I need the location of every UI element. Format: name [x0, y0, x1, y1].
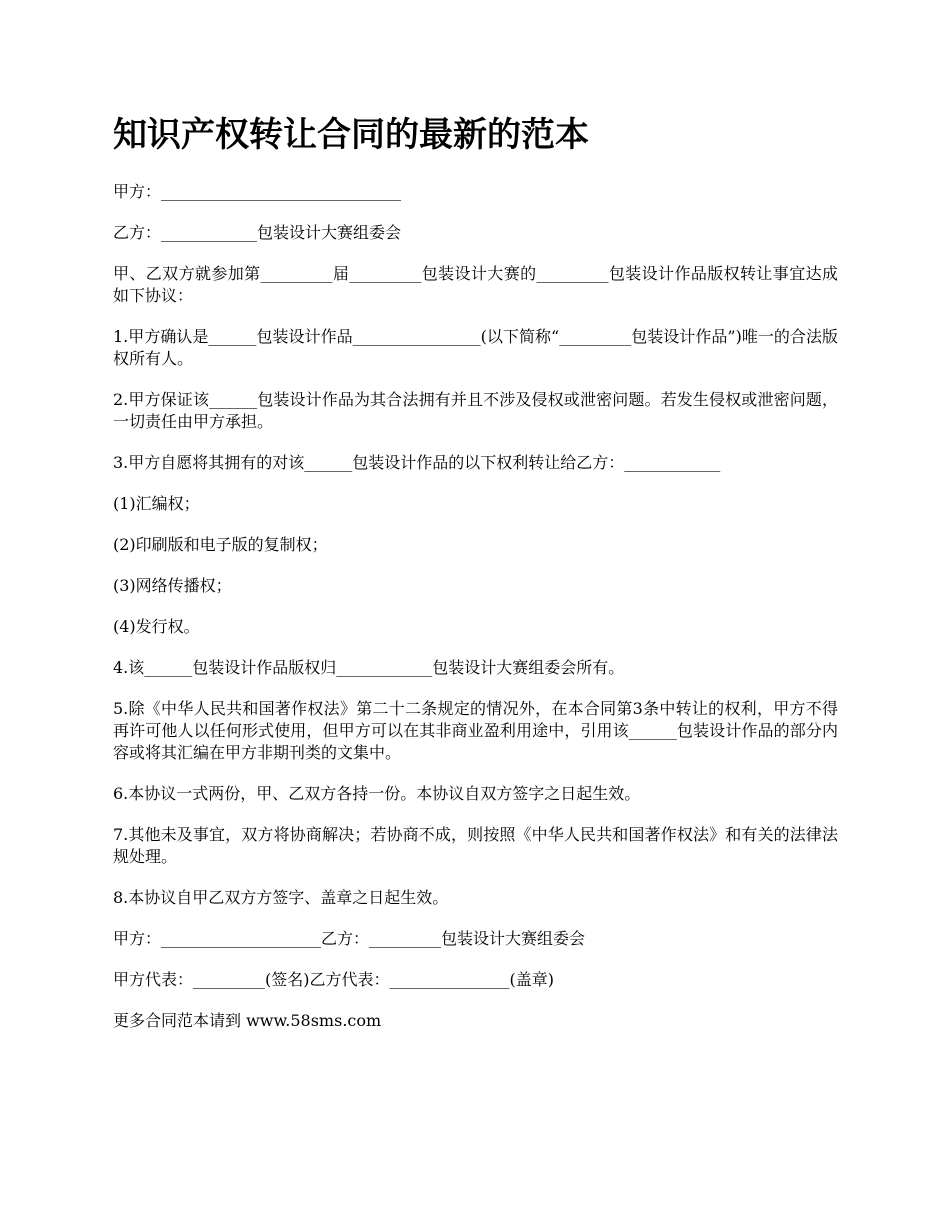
document-page [113, 110, 838, 1051]
agreement-intro: 甲、乙双方就参加第_________届_________包装设计大赛的_________包装设计作品版权转让事宜达成如下协议： [113, 264, 838, 305]
footer-link-text: 更多合同范本请到 www.58sms.com [113, 1011, 382, 1030]
right-item-1: (1)汇编权； [113, 494, 200, 513]
clause-5: 5.除《中华人民共和国著作权法》第二十二条规定的情况外，在本合同第3条中转让的权利，甲方不得再许可他人以任何形式使用，但甲方可以在其非商业盈利用途中，引用该______包装设计作品的部分内容或将其汇编在甲方非期刊类的文集中。 [113, 699, 838, 762]
clause-2: 2.甲方保证该______包装设计作品为其合法拥有并且不涉及侵权或泄密问题。若发生侵权或泄密问题，一切责任由甲方承担。 [113, 390, 838, 431]
party-b-line: 乙方：____________包装设计大赛组委会 [113, 223, 402, 242]
party-a-line: 甲方：______________________________ [113, 182, 402, 201]
clause-3: 3.甲方自愿将其拥有的对该______包装设计作品的以下权利转让给乙方：____________ [113, 453, 721, 472]
right-item-3: (3)网络传播权； [113, 576, 232, 595]
signature-representatives-line: 甲方代表：_________(签名)乙方代表：_______________(盖章) [113, 970, 554, 989]
clause-8: 8.本协议自甲乙双方方签字、盖章之日起生效。 [113, 888, 449, 907]
clause-6: 6.本协议一式两份，甲、乙双方各持一份。本协议自双方签字之日起生效。 [113, 784, 641, 803]
signature-parties-line: 甲方：____________________乙方：_________包装设计大赛组委会 [113, 929, 586, 948]
right-item-2: (2)印刷版和电子版的复制权； [113, 535, 328, 554]
document-title: 知识产权转让合同的最新的范本 [113, 115, 589, 155]
clause-7: 7.其他未及事宜，双方将协商解决；若协商不成，则按照《中华人民共和国著作权法》和有关的法律法规处理。 [113, 825, 838, 866]
clause-4: 4.该______包装设计作品版权归____________包装设计大赛组委会所有。 [113, 658, 625, 677]
right-item-4: (4)发行权。 [113, 617, 200, 636]
clause-1: 1.甲方确认是______包装设计作品________________(以下简称“_________包装设计作品”)唯一的合法版权所有人。 [113, 327, 838, 368]
